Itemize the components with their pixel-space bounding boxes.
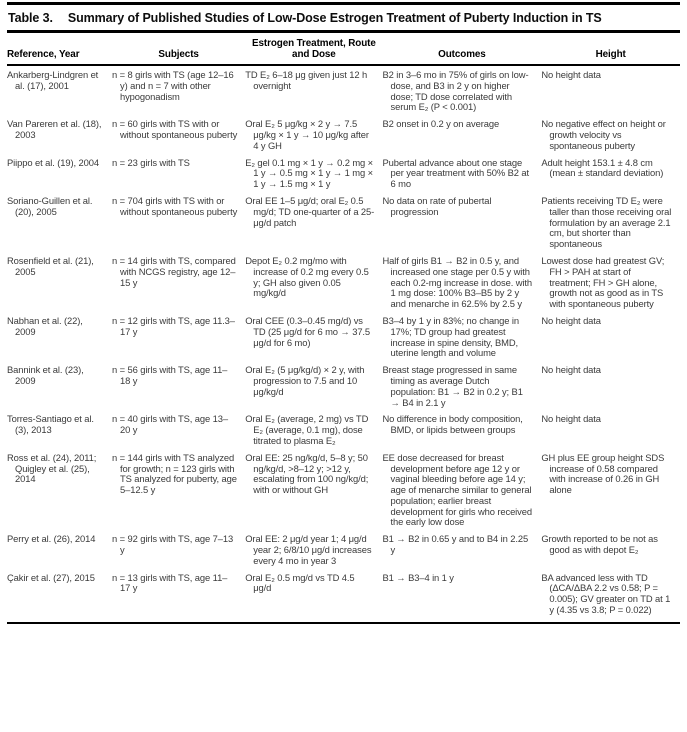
cell-subjects: n = 12 girls with TS, age 11.3–17 y (111, 314, 235, 337)
table-body (7, 65, 680, 620)
cell-height: BA advanced less with TD (ΔCA/ΔBA 2.2 vs 0.58; P = 0.005); GV greater on TD at 1 y (4.35 vs 3.8; P = 0.022) (541, 571, 671, 616)
table-row-perry (7, 532, 680, 570)
cell-reference: Bannink et al. (23), 2009 (7, 364, 84, 386)
col-header-reference-year: Reference, Year (7, 33, 112, 65)
cell-treatment: E₂ gel 0.1 mg × 1 y → 0.2 mg × 1 y → 0.5 mg × 1 y → 1 mg × 1 y → 1.5 mg × 1 y (245, 156, 374, 190)
cell-outcomes: No difference in body composition, BMD, or lipids between groups (382, 413, 523, 436)
table-row-bannink (7, 363, 680, 412)
table-row-ross-quigley (7, 451, 680, 533)
table-row-van-pareren (7, 117, 680, 155)
cell-reference: Ankarberg-Lindgren et al. (17), 2001 (7, 69, 99, 91)
cell-reference: Ross et al. (24), 2011; Quigley et al. (25), 2014 (7, 451, 97, 485)
header-row (7, 33, 680, 65)
cell-treatment: Oral EE 1–5 μg/d; oral E₂ 0.5 mg/d; TD one-quarter of a 25-μg/d patch (245, 194, 375, 228)
cell-height: No height data (541, 314, 601, 326)
cell-outcomes: Half of girls B1 → B2 in 0.5 y, and increased one stage per 0.5 y with each 0.2-mg increase in dose. with 1 mg dose: 100% B3–B5 by 2 y and menarche in 62.5% by 2.5 y (382, 254, 532, 310)
cell-height: GH plus EE group height SDS increase of 0.58 compared with increase of 0.26 in GH alone (541, 451, 665, 496)
cell-outcomes: B2 onset in 0.2 y on average (382, 118, 500, 130)
cell-reference: Torres-Santiago et al. (3), 2013 (7, 413, 94, 436)
table-row-torres-santiago (7, 412, 680, 450)
table-row-soriano-guillen (7, 194, 680, 254)
cell-reference: Çakir et al. (27), 2015 (7, 571, 95, 583)
cell-outcomes: No data on rate of pubertal progression (382, 194, 492, 217)
cell-reference: Perry et al. (26), 2014 (7, 533, 96, 545)
table-row-ankarberg-lindgren (7, 65, 680, 117)
cell-reference: Piippo et al. (19), 2004 (7, 156, 99, 168)
cell-subjects: n = 92 girls with TS, age 7–13 y (111, 533, 234, 556)
cell-reference: Nabhan et al. (22), 2009 (7, 314, 83, 337)
cell-height: Adult height 153.1 ± 4.8 cm (mean ± standard deviation) (541, 156, 664, 179)
table-row-rosenfield (7, 254, 680, 314)
cell-subjects: n = 8 girls with TS (age 12–16 y) and n = 7 with other hypogonadism (111, 69, 234, 102)
cell-subjects: n = 13 girls with TS, age 11–17 y (111, 571, 228, 594)
cell-outcomes: B1 → B2 in 0.65 y and to B4 in 2.25 y (382, 533, 529, 556)
cell-subjects: n = 144 girls with TS analyzed for growth; n = 123 girls with TS analyzed for puberty, age 5–12.5 y (111, 451, 237, 496)
col-header-subjects: Subjects (112, 33, 245, 65)
cell-height: No height data (541, 69, 601, 80)
cell-treatment: Oral E₂ (5 μg/kg/d) × 2 y, with progression to 7.5 and 10 μg/kg/d (245, 364, 365, 397)
cell-subjects: n = 23 girls with TS (111, 156, 190, 168)
cell-outcomes: Breast stage progressed in same timing as average Dutch population: B1 → B2 in 0.2 y; B1 → B4 in 2.1 y (382, 364, 523, 408)
cell-height: No height data (541, 413, 601, 425)
cell-outcomes: Pubertal advance about one stage per year treatment with 50% B2 at 6 mo (382, 156, 529, 190)
cell-subjects: n = 60 girls with TS with or without spontaneous puberty (111, 118, 238, 140)
table-header (7, 33, 680, 65)
cell-reference: Van Pareren et al. (18), 2003 (7, 118, 102, 140)
cell-treatment: Oral E₂ 5 μg/kg × 2 y → 7.5 μg/kg × 1 y → 10 μg/kg after 4 y GH (245, 118, 369, 151)
cell-treatment: TD E₂ 6–18 μg given just 12 h overnight (245, 69, 368, 91)
cell-subjects: n = 56 girls with TS, age 11–18 y (111, 364, 228, 386)
cell-outcomes: B1 → B3–4 in 1 y (382, 571, 454, 583)
cell-treatment: Oral E₂ 0.5 mg/d vs TD 4.5 μg/d (245, 571, 355, 594)
cell-outcomes: B3–4 by 1 y in 83%; no change in 17%; TD group had greatest increase in spine density, BMD, uterine length and volume (382, 314, 519, 359)
bottom-rule (7, 622, 680, 624)
table-caption (7, 5, 680, 30)
cell-outcomes: B2 in 3–6 mo in 75% of girls on low-dose, and B3 in 2 y on higher dose; TD dose correlated with serum E₂ (P < 0.001) (382, 69, 529, 113)
cell-subjects: n = 40 girls with TS, age 13–20 y (111, 413, 228, 436)
col-header-outcomes: Outcomes (383, 33, 542, 65)
cell-subjects: n = 704 girls with TS with or without spontaneous puberty (111, 194, 238, 217)
cell-treatment: Oral E₂ (average, 2 mg) vs TD E₂ (average, 0.1 mg), dose titrated to plasma E₂ (245, 413, 369, 446)
table-row-cakir (7, 571, 680, 620)
studies-summary-table (7, 33, 680, 620)
cell-height: No height data (541, 364, 601, 376)
table-title-text: Summary of Published Studies of Low-Dose Estrogen Treatment of Puberty Induction in TS (67, 11, 602, 25)
cell-treatment: Depot E₂ 0.2 mg/mo with increase of 0.2 mg every 0.5 y; GH also given 0.05 mg/kg/d (245, 254, 369, 299)
cell-treatment: Oral CEE (0.3–0.45 mg/d) vs TD (25 μg/d for 6 mo → 37.5 μg/d for 6 mo) (245, 314, 371, 348)
cell-height: Lowest dose had greatest GV; FH > PAH at start of treatment; FH > GH alone, growth not as good as in TS with spontaneous puberty (541, 254, 665, 310)
table-number-label: Table 3. (8, 11, 53, 25)
col-header-estrogen-treatment: Estrogen Treatment, Route and Dose (245, 33, 382, 65)
table-row-piippo (7, 156, 680, 194)
cell-treatment: Oral EE: 2 μg/d year 1; 4 μg/d year 2; 6/8/10 μg/d increases every 4 mo in year 3 (245, 533, 372, 566)
table-row-nabhan (7, 314, 680, 363)
cell-reference: Soriano-Guillen et al. (20), 2005 (7, 194, 93, 217)
cell-reference: Rosenfield et al. (21), 2005 (7, 254, 94, 277)
cell-outcomes: EE dose decreased for breast development before age 12 y or vaginal bleeding before age 14 y; age of menarche similar to general population; earlier breast development for girls who received the early low dose (382, 451, 532, 528)
cell-subjects: n = 14 girls with TS, compared with NCGS registry, age 12–15 y (111, 254, 236, 288)
cell-treatment: Oral EE: 25 ng/kg/d, 5–8 y; 50 ng/kg/d, >8–12 y; >12 y, escalating from 100 ng/kg/d; with or without GH (245, 451, 369, 496)
col-header-height: Height (541, 33, 680, 65)
cell-height: Growth reported to be not as good as with depot E₂ (541, 533, 658, 556)
cell-height: No negative effect on height or growth velocity vs spontaneous puberty (541, 118, 666, 151)
cell-height: Patients receiving TD E₂ were taller than those receiving oral formulation by an average 2.1 cm, but shorter than spontaneous (541, 194, 672, 250)
